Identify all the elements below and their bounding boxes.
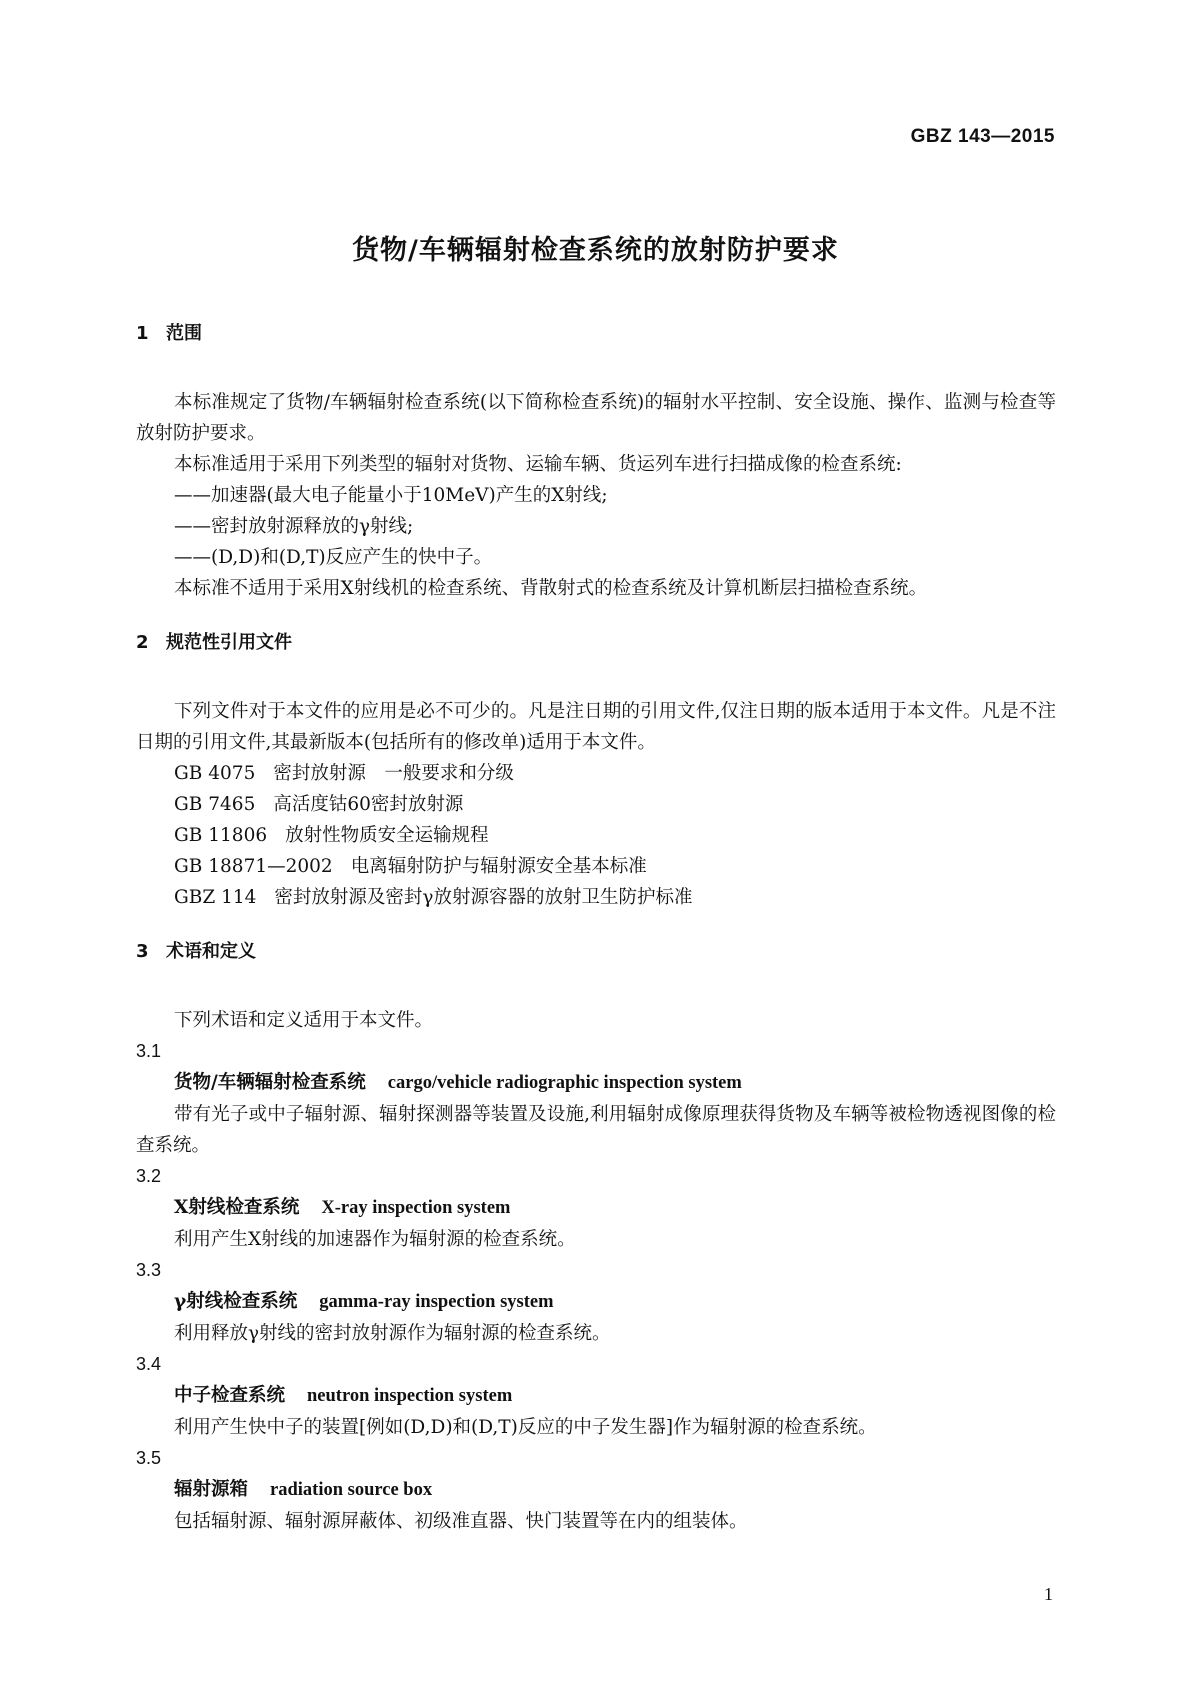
list-item: ——加速器(最大电子能量小于10MeV)产生的X射线; — [174, 485, 608, 506]
term-number: 3.5 — [136, 1448, 162, 1468]
reference-code: GB 18871—2002 — [174, 856, 333, 877]
term-number: 3.2 — [136, 1166, 162, 1186]
term-en: neutron inspection system — [307, 1386, 513, 1406]
term-number: 3.4 — [136, 1354, 162, 1374]
reference-code: GB 7465 — [174, 794, 256, 815]
term-en: cargo/vehicle radiographic inspection system — [387, 1073, 742, 1093]
term-zh: 辐射源箱 — [174, 1479, 249, 1500]
reference-item — [136, 851, 1056, 882]
term-zh: X射线检查系统 — [174, 1197, 300, 1218]
page-number: 1 — [1044, 1584, 1053, 1604]
term-en: gamma-ray inspection system — [319, 1292, 554, 1312]
document-body — [136, 318, 1056, 1537]
document-code: GBZ 143—2015 — [910, 126, 1055, 147]
paragraph: 本标准适用于采用下列类型的辐射对货物、运输车辆、货运列车进行扫描成像的检查系统: — [174, 454, 902, 475]
paragraph: 本标准不适用于采用X射线机的检查系统、背散射式的检查系统及计算机断层扫描检查系统。 — [174, 578, 928, 599]
term-zh: 中子检查系统 — [174, 1385, 286, 1406]
paragraph: 下列术语和定义适用于本文件。 — [174, 1010, 434, 1031]
reference-item — [136, 758, 1056, 789]
section-title: 术语和定义 — [166, 941, 256, 962]
reference-title: 高活度钴60密封放射源 — [273, 794, 464, 815]
page-title: 货物/车辆辐射检查系统的放射防护要求 — [352, 235, 839, 266]
paragraph: 下列文件对于本文件的应用是必不可少的。凡是注日期的引用文件,仅注日期的版本适用于本文件。凡是不注日期的引用文件,其最新版本(包括所有的修改单)适用于本文件。 — [136, 701, 1056, 753]
section-title: 规范性引用文件 — [166, 632, 292, 653]
term-heading — [136, 1192, 1056, 1224]
reference-title: 电离辐射防护与辐射源安全基本标准 — [350, 856, 647, 877]
section-1-heading — [136, 318, 1056, 349]
section-number: 3 — [136, 941, 149, 962]
term-definition: 带有光子或中子辐射源、辐射探测器等装置及设施,利用辐射成像原理获得货物及车辆等被检物透视图像的检查系统。 — [136, 1104, 1056, 1156]
section-3-heading — [136, 936, 1056, 967]
term-en: radiation source box — [270, 1480, 433, 1500]
section-2-heading — [136, 627, 1056, 658]
term-heading — [136, 1380, 1056, 1412]
term-zh: γ射线检查系统 — [174, 1291, 298, 1312]
term-definition: 包括辐射源、辐射源屏蔽体、初级准直器、快门装置等在内的组装体。 — [174, 1511, 748, 1532]
reference-title: 密封放射源 一般要求和分级 — [273, 763, 514, 784]
reference-item — [136, 789, 1056, 820]
reference-title: 放射性物质安全运输规程 — [285, 825, 489, 846]
term-zh: 货物/车辆辐射检查系统 — [174, 1072, 366, 1093]
term-definition: 利用产生X射线的加速器作为辐射源的检查系统。 — [174, 1229, 576, 1250]
term-heading — [136, 1067, 1056, 1099]
reference-item — [136, 820, 1056, 851]
term-number: 3.1 — [136, 1041, 162, 1061]
term-heading — [136, 1474, 1056, 1506]
term-number: 3.3 — [136, 1260, 162, 1280]
term-en: X-ray inspection system — [321, 1198, 511, 1218]
term-definition: 利用释放γ射线的密封放射源作为辐射源的检查系统。 — [174, 1323, 611, 1344]
term-definition: 利用产生快中子的装置[例如(D,D)和(D,T)反应的中子发生器]作为辐射源的检查系统。 — [174, 1417, 877, 1438]
reference-code: GBZ 114 — [174, 887, 257, 908]
reference-title: 密封放射源及密封γ放射源容器的放射卫生防护标准 — [274, 887, 693, 908]
list-item: ——(D,D)和(D,T)反应产生的快中子。 — [174, 547, 493, 568]
section-title: 范围 — [166, 323, 202, 344]
list-item: ——密封放射源释放的γ射线; — [174, 516, 414, 537]
reference-code: GB 11806 — [174, 825, 268, 846]
section-number: 1 — [136, 323, 149, 344]
reference-code: GB 4075 — [174, 763, 256, 784]
section-number: 2 — [136, 632, 149, 653]
reference-item — [136, 882, 1056, 913]
term-heading — [136, 1286, 1056, 1318]
paragraph: 本标准规定了货物/车辆辐射检查系统(以下简称检查系统)的辐射水平控制、安全设施、操作、监测与检查等放射防护要求。 — [136, 392, 1056, 444]
